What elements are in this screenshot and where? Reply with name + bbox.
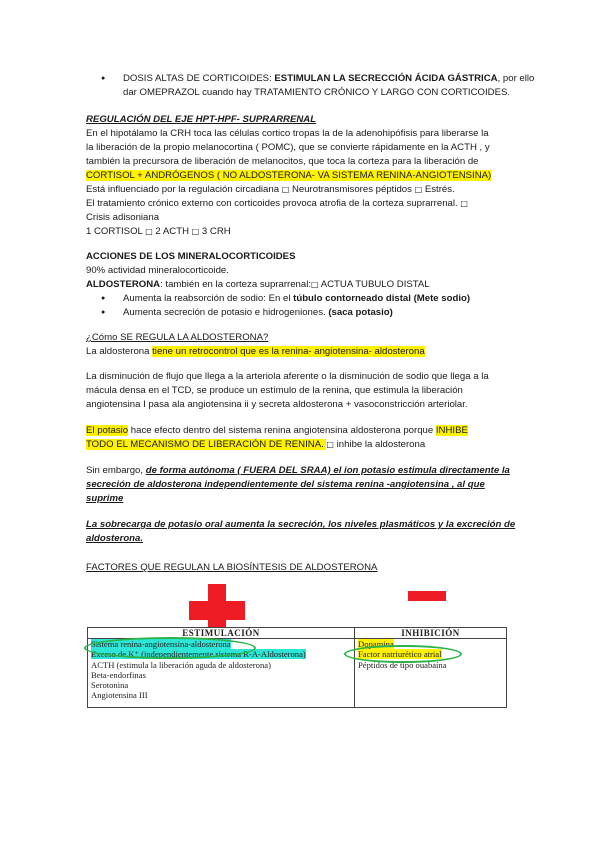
box-icon: □ xyxy=(281,185,290,194)
eje-line-3: también la precursora de liberación de melanocitos, que toca la corteza para la liberación de xyxy=(86,156,479,167)
mineralo-line-2: ALDOSTERONA: también en la corteza suprarrenal:□ ACTUA TUBULO DISTAL xyxy=(86,279,430,290)
section-title-mineralo: ACCIONES DE LOS MINERALOCORTICOIDES xyxy=(86,251,296,262)
box-icon: □ xyxy=(191,227,200,236)
potasio-line-2: TODO EL MECANISMO DE LIBERACIÓN DE RENINA. □ inhibe la aldosterona xyxy=(86,439,426,450)
regula-line-1: La aldosterona tiene un retrocontrol que es la renina- angiotensina- aldosterona xyxy=(86,346,425,357)
section-title-eje: REGULACIÓN DEL EJE HPT-HPF- SUPRARRENAL xyxy=(86,114,317,125)
sin-embargo-line-1: Sin embargo, de forma autónoma ( FUERA DEL SRAA) el ion potasio estimula directamente la xyxy=(86,465,510,476)
box-icon: □ xyxy=(414,185,423,194)
box-icon: □ xyxy=(460,199,468,208)
eje-line-2: la liberación de la propio melanocortina ( POMC), que se convierte rápidamente en la ACTH , y xyxy=(86,142,490,153)
stim-item: ACTH (estimula la liberación aguda de aldosterona) xyxy=(91,659,271,670)
eje-highlight: CORTISOL + ANDRÓGENOS ( NO ALDOSTERONA- VA SISTEMA RENINA-ANGIOTENSINA) xyxy=(86,170,492,181)
inhib-item: Dopamina xyxy=(358,639,394,650)
regula-para-3: angiotensina I pasa ala angiotensina ii y secreta aldosterona + vasoconstricción arteriolar. xyxy=(86,399,468,410)
mineralo-line-1: 90% actividad mineralocorticoide. xyxy=(86,265,229,276)
table-header-stim: ESTIMULACIÓN xyxy=(88,628,355,639)
sin-embargo-line-2: secreción de aldosterona independientemente del sistema renina -angiotensina , al que xyxy=(86,479,485,490)
stim-item: Beta-endorfinas xyxy=(91,669,146,680)
plus-icon-horizontal xyxy=(189,601,245,620)
eje-line-5: Está influenciado por la regulación circadiana □ Neurotransmisores péptidos □ Estrés. xyxy=(86,184,455,195)
mineralo-bullet-2: ● Aumenta secreción de potasio e hidrogeniones. (saca potasio) xyxy=(123,306,393,320)
section-title-regula: ¿Cómo SE REGULA LA ALDOSTERONA? xyxy=(86,332,269,343)
box-icon: □ xyxy=(145,227,153,236)
box-icon: □ xyxy=(311,280,319,289)
sin-embargo-line-3: suprime xyxy=(86,493,124,504)
stim-item: Exceso de K⁺ (independientemente sistema R-A-Aldosterona) xyxy=(91,649,306,660)
regula-para-1: La disminución de flujo que llega a la arteriola aferente o la disminución de sodio que llega a la xyxy=(86,371,489,382)
bullet-corticoides: ● DOSIS ALTAS DE CORTICOIDES: ESTIMULAN LA SECRECCIÓN ÁCIDA GÁSTRICA, por ello xyxy=(123,72,534,86)
stim-item: Angiotensina III xyxy=(91,690,148,701)
green-oval-stim xyxy=(84,637,256,659)
stim-item: Sistema renina-angiotensina-aldosterona xyxy=(91,639,231,650)
sobrecarga-line-1: La sobrecarga de potasio oral aumenta la secreción, los niveles plasmáticos y la excreción de xyxy=(86,519,516,530)
regula-para-2: mácula densa en el TCD, se produce un estímulo de la renina, que estimula la liberación xyxy=(86,385,463,396)
table-header-inhib: INHIBICIÓN xyxy=(355,628,507,639)
sobrecarga-line-2: aldosterona. xyxy=(86,533,144,544)
potasio-line-1: El potasio hace efecto dentro del sistema renina angiotensina aldosterona porque INHIBE xyxy=(86,425,468,436)
inhib-item: Péptidos de tipo ouabaína xyxy=(358,659,447,670)
green-oval-inhib xyxy=(344,645,462,663)
box-icon: □ xyxy=(326,440,334,449)
inhib-item: Factor natriurético atrial xyxy=(358,649,442,660)
eje-line-8: 1 CORTISOL □ 2 ACTH □ 3 CRH xyxy=(86,226,231,237)
eje-line-1: En el hipotálamo la CRH toca las células cortico tropas la de la adenohipófisis para liberarse la xyxy=(86,128,489,139)
minus-icon xyxy=(408,591,446,601)
eje-line-6: El tratamiento crónico externo con corticoides provoca atrofia de la corteza suprarrenal. □ xyxy=(86,198,468,209)
stim-item: Serotonina xyxy=(91,680,129,691)
gastric-acid-bold: ESTIMULAN LA SECRECCIÓN ÁCIDA GÁSTRICA xyxy=(274,73,498,84)
bullet-corticoides-line2: dar OMEPRAZOL cuando hay TRATAMIENTO CRÓNICO Y LARGO CON CORTICOIDES. xyxy=(123,87,511,98)
section-title-factores: FACTORES QUE REGULAN LA BIOSÍNTESIS DE ALDOSTERONA xyxy=(86,562,378,573)
mineralo-bullet-1: ● Aumenta la reabsorción de sodio: En el túbulo contorneado distal (Mete sodio) xyxy=(123,292,470,306)
eje-line-7: Crisis adisoniana xyxy=(86,212,160,223)
